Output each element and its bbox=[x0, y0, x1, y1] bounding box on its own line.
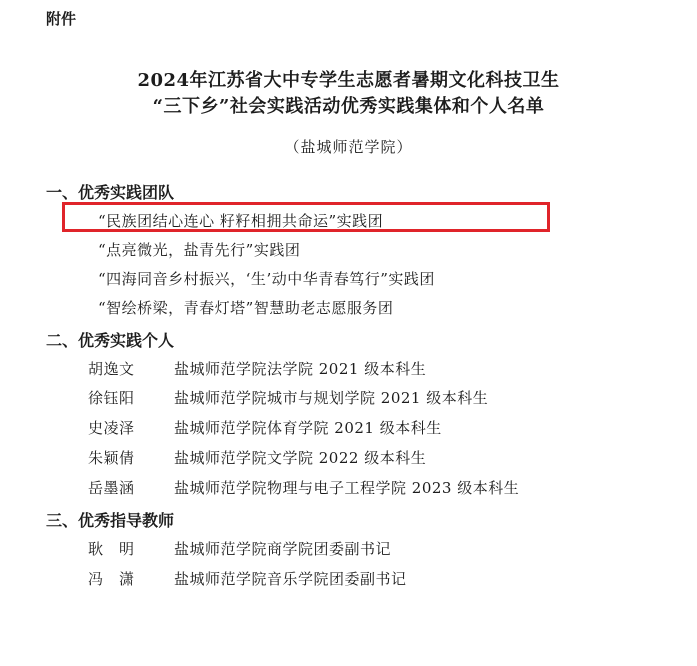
team-item: “智绘桥梁，青春灯塔”智慧助老志愿服务团 bbox=[98, 299, 394, 317]
individual-name: 岳墨涵 bbox=[88, 479, 135, 497]
individual-desc: 盐城师范学院法学院 2021 级本科生 bbox=[174, 360, 427, 378]
document-title-line1: 2024年江苏省大中专学生志愿者暑期文化科技卫生 bbox=[137, 70, 560, 91]
attachment-label: 附件 bbox=[46, 10, 77, 28]
individual-desc: 盐城师范学院城市与规划学院 2021 级本科生 bbox=[174, 389, 489, 407]
individual-name: 徐钰阳 bbox=[88, 389, 135, 407]
teacher-row bbox=[88, 568, 407, 589]
individual-desc: 盐城师范学院物理与电子工程学院 2023 级本科生 bbox=[174, 479, 520, 497]
individual-desc: 盐城师范学院文学院 2022 级本科生 bbox=[174, 449, 427, 467]
individual-name: 史凌泽 bbox=[88, 419, 135, 437]
individual-row bbox=[88, 387, 488, 408]
red-highlight-box bbox=[62, 202, 550, 232]
individual-row bbox=[88, 417, 442, 438]
individual-desc: 盐城师范学院体育学院 2021 级本科生 bbox=[174, 419, 442, 437]
document-subtitle: （盐城师范学院） bbox=[284, 138, 413, 156]
section-heading-teachers: 三、优秀指导教师 bbox=[46, 511, 175, 530]
section-heading-teams: 一、优秀实践团队 bbox=[46, 183, 175, 202]
team-item: “四海同音乡村振兴，‘生’动中华青春笃行”实践团 bbox=[98, 270, 435, 288]
individual-row bbox=[88, 358, 426, 379]
document-title-line2: “三下乡”社会实践活动优秀实践集体和个人名单 bbox=[152, 96, 545, 117]
teacher-name: 冯 潇 bbox=[88, 570, 135, 588]
section-heading-individuals: 二、优秀实践个人 bbox=[46, 331, 175, 350]
teacher-desc: 盐城师范学院商学院团委副书记 bbox=[174, 540, 392, 558]
individual-name: 朱颖倩 bbox=[88, 449, 135, 467]
individual-row bbox=[88, 477, 519, 498]
team-item: “点亮微光，盐青先行”实践团 bbox=[98, 241, 301, 259]
teacher-desc: 盐城师范学院音乐学院团委副书记 bbox=[174, 570, 407, 588]
individual-row bbox=[88, 447, 426, 468]
individual-name: 胡逸文 bbox=[88, 360, 135, 378]
teacher-name: 耿 明 bbox=[88, 540, 135, 558]
team-item: “民族团结心连心 籽籽相拥共命运”实践团 bbox=[98, 212, 384, 230]
teacher-row bbox=[88, 538, 391, 559]
